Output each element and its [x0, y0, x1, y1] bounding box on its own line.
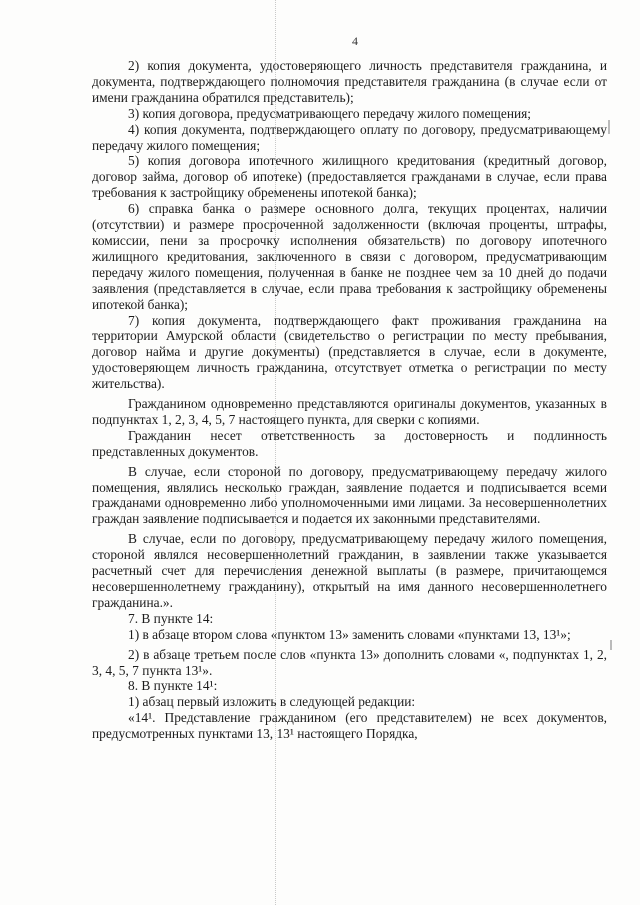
originals-paragraph: Гражданином одновременно представляются оригиналы документов, указанных в подпунктах 1, 2, 3, 4, 5, 7 настоящего пункта, для сверки с копиями.: [92, 396, 607, 427]
amendment-item-7-2: 2) в абзаце третьем после слов «пункта 13» дополнить словами «, подпунктах 1, 2, 3, 4, 5, 7 пункта 13¹».: [92, 646, 607, 678]
list-item-2: 2) копия документа, удостоверяющего личность представителя гражданина, и документа, подтверждающего полномочия представителя гражданина (в случае если от имени гражданина обратился представитель);: [92, 58, 607, 105]
list-item-7: 7) копия документа, подтверждающего факт проживания гражданина на территории Амурской области (свидетельство о регистрации по месту пребывания, договор найма и другие документы) (представляется в случае, если в документе, удостоверяющем личность гражданина, отсутствует отметка о регистрации по месту жительства).: [92, 312, 607, 392]
document-body: [92, 58, 607, 742]
list-item-3: 3) копия договора, предусматривающего передачу жилого помещения;: [128, 105, 532, 121]
list-item-5: 5) копия договора ипотечного жилищного кредитования (кредитный договор, договор займа, договор об ипотеке) (предоставляется гражданами в случае, если права требования к застройщику обременены ипотекой банка);: [92, 153, 607, 201]
scan-margin-mark: [608, 120, 610, 134]
amendment-item-8: 8. В пункте 14¹:: [128, 678, 218, 694]
new-paragraph-14-1: «14¹. Представление гражданином (его представителем) не всех документов, предусмотренных пунктами 13, 13¹ настоящего Порядка,: [92, 710, 607, 742]
list-item-4: 4) копия документа, подтверждающего оплату по договору, предусматривающему передачу жилого помещения;: [92, 121, 607, 153]
scan-margin-mark: [610, 640, 612, 650]
list-item-6: 6) справка банка о размере основного долга, текущих процентах, наличии (отсутствии) и размере просроченной задолженности (включая проценты, штрафы, комиссии, пени за просрочку исполнения обязательств) по договору ипотечного жилищного кредитования, заключенного в связи с договором, предусматривающим передачу жилого помещения, полученная в банке не позднее чем за 10 дней до подачи заявления (представляется в случае, если права требования к застройщику обременены ипотекой банка);: [92, 201, 607, 312]
amendment-item-7: 7. В пункте 14:: [128, 610, 214, 626]
amendment-item-7-1: 1) в абзаце втором слова «пунктом 13» заменить словами «пунктами 13, 13¹»;: [128, 626, 571, 642]
page-number: 4: [352, 34, 358, 48]
multiple-citizens-paragraph: В случае, если стороной по договору, предусматривающему передачу жилого помещения, являлись несколько граждан, заявление подается и подписывается всеми гражданами одновременно либо уполномоченными ими лицами. За несовершеннолетних граждан заявление подписывается и подается их законными представителями.: [92, 463, 607, 527]
minor-citizen-paragraph: В случае, если по договору, предусматривающему передачу жилого помещения, стороной являлся несовершеннолетний гражданин, в заявлении также указывается расчетный счет для перечисления денежной выплаты (в размере, причитающемся несовершеннолетнему гражданину), открытый на имя данного несовершеннолетнего гражданина.».: [92, 531, 607, 610]
amendment-item-8-1: 1) абзац первый изложить в следующей редакции:: [128, 694, 416, 710]
responsibility-paragraph: Гражданин несет ответственность за достоверность и подлинность представленных документов.: [92, 427, 607, 459]
